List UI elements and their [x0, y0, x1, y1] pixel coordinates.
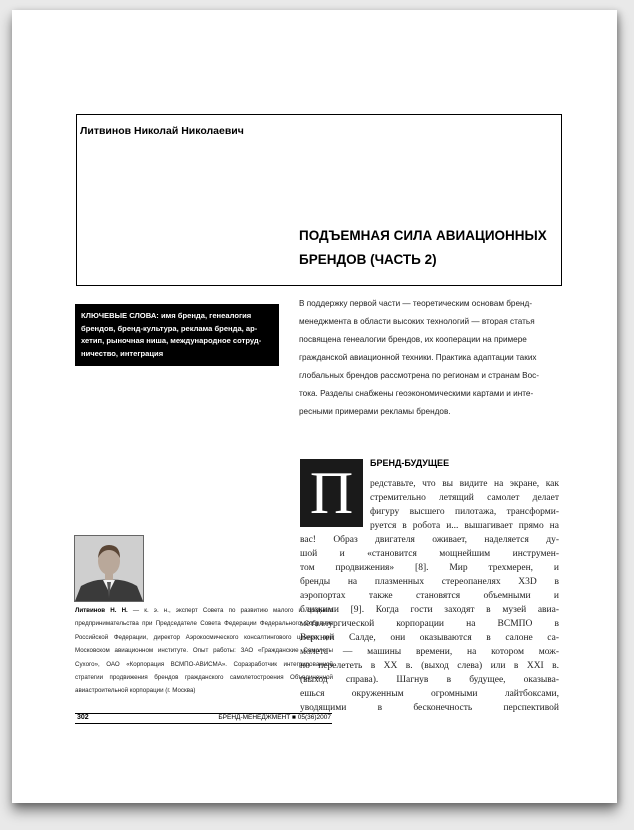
title-line: БРЕНДОВ (ЧАСТЬ 2) — [299, 252, 437, 267]
keywords-line: брендов, бренд-культура, реклама бренда, ар- — [81, 323, 258, 333]
body-line: близкими [9]. Когда гости заходят в музей авиа- — [300, 605, 559, 615]
body-line: но перелететь в XX в. (выход слева) или в XXI в. — [300, 661, 559, 671]
author-portrait-icon — [75, 536, 143, 601]
abstract-line: тока. Разделы снабжены геоэкономическими картами и инте- — [299, 389, 534, 398]
body-line: уводящими в бесконечность перспективой — [300, 703, 559, 713]
body-line: том продвижения» [8]. Мир трехмерен, и — [300, 563, 559, 573]
article-title — [299, 224, 549, 272]
body-line: бренды на плазменных стереопанелях X3D в — [300, 577, 559, 587]
bio-text: — к. э. н., эксперт Совета по развитию малого и среднего предпринимательства при Председателе Совета Федерации Федерального Собрания Российской Федерации, директор Аэрокосмического консалтингового центра при Московском авиационном институте. Опыт работы: ЗАО «Гражданские Самолеты Сухого», ОАО «Корпорация ВСМПО-АВИСМА». Соразработчик интегрированной стратегии продвижения брендов гражданского самолетостроения Объединенной авиастроительной корпорации (г. Москва) — [75, 607, 333, 695]
body-line: аэропортах также становятся объемными и — [300, 591, 559, 601]
keywords-line: хетип, рыночная ниша, международное сотруд- — [81, 336, 262, 345]
keywords-line: КЛЮЧЕВЫЕ СЛОВА: имя бренда, генеалогия — [81, 311, 252, 320]
body-line: (выход справа). Шагнув в будущее, оказыва- — [300, 675, 559, 685]
abstract-line: В поддержку первой части — теоретическим основам бренд- — [299, 299, 533, 308]
abstract-line: глобальных брендов рассмотрена по регионам и странам Вос- — [299, 371, 539, 380]
abstract — [299, 295, 561, 421]
footer-rule-bottom — [75, 723, 332, 724]
body-line: шой и «становится мощнейшим инструмен- — [300, 549, 559, 559]
abstract-line: гражданской авиационной техники. Практика адаптации таких — [299, 353, 537, 362]
journal-issue: БРЕНД-МЕНЕДЖМЕНТ ■ 05(36)2007 — [218, 714, 331, 721]
abstract-line: ресными примерами рекламы брендов. — [299, 407, 451, 416]
author-bio — [75, 604, 333, 698]
author-name: Литвинов Николай Николаевич — [80, 125, 244, 137]
title-line: ПОДЪЕМНАЯ СИЛА АВИАЦИОННЫХ — [299, 228, 547, 243]
body-line: молета — машины времени, на котором мож- — [300, 647, 559, 657]
page-number: 302 — [77, 714, 89, 721]
abstract-line: менеджмента в области высоких технологий — вторая статья — [299, 317, 535, 326]
body-line: фигуру высшего пилотажа, трансформи- — [370, 507, 559, 517]
body-line: вас! Образ двигателя оживает, наделяется ду- — [300, 535, 559, 545]
abstract-line: посвящена генеалогии брендов, их кооперации на примере — [299, 335, 527, 344]
section-heading: БРЕНД-БУДУЩЕЕ — [370, 458, 450, 468]
body-line: стремительно летящий самолет делает — [370, 493, 559, 503]
keywords-line: ничество, интеграция — [81, 348, 164, 358]
body-line: руется в робота и... вышагивает прямо на — [370, 521, 559, 531]
keywords-box — [75, 304, 279, 366]
body-line: металлургической корпорации на ВСМПО в — [300, 619, 559, 629]
body-line: ешься окруженным огромными лайтбоксами, — [300, 689, 559, 699]
body-line: Верхней Салде, они оказываются в салоне са- — [300, 633, 559, 643]
dropcap: П — [300, 459, 363, 527]
bio-name: Литвинов Н. Н. — [75, 607, 128, 614]
body-line: редставьте, что вы видите на экране, как — [370, 479, 559, 489]
author-photo — [74, 535, 144, 602]
